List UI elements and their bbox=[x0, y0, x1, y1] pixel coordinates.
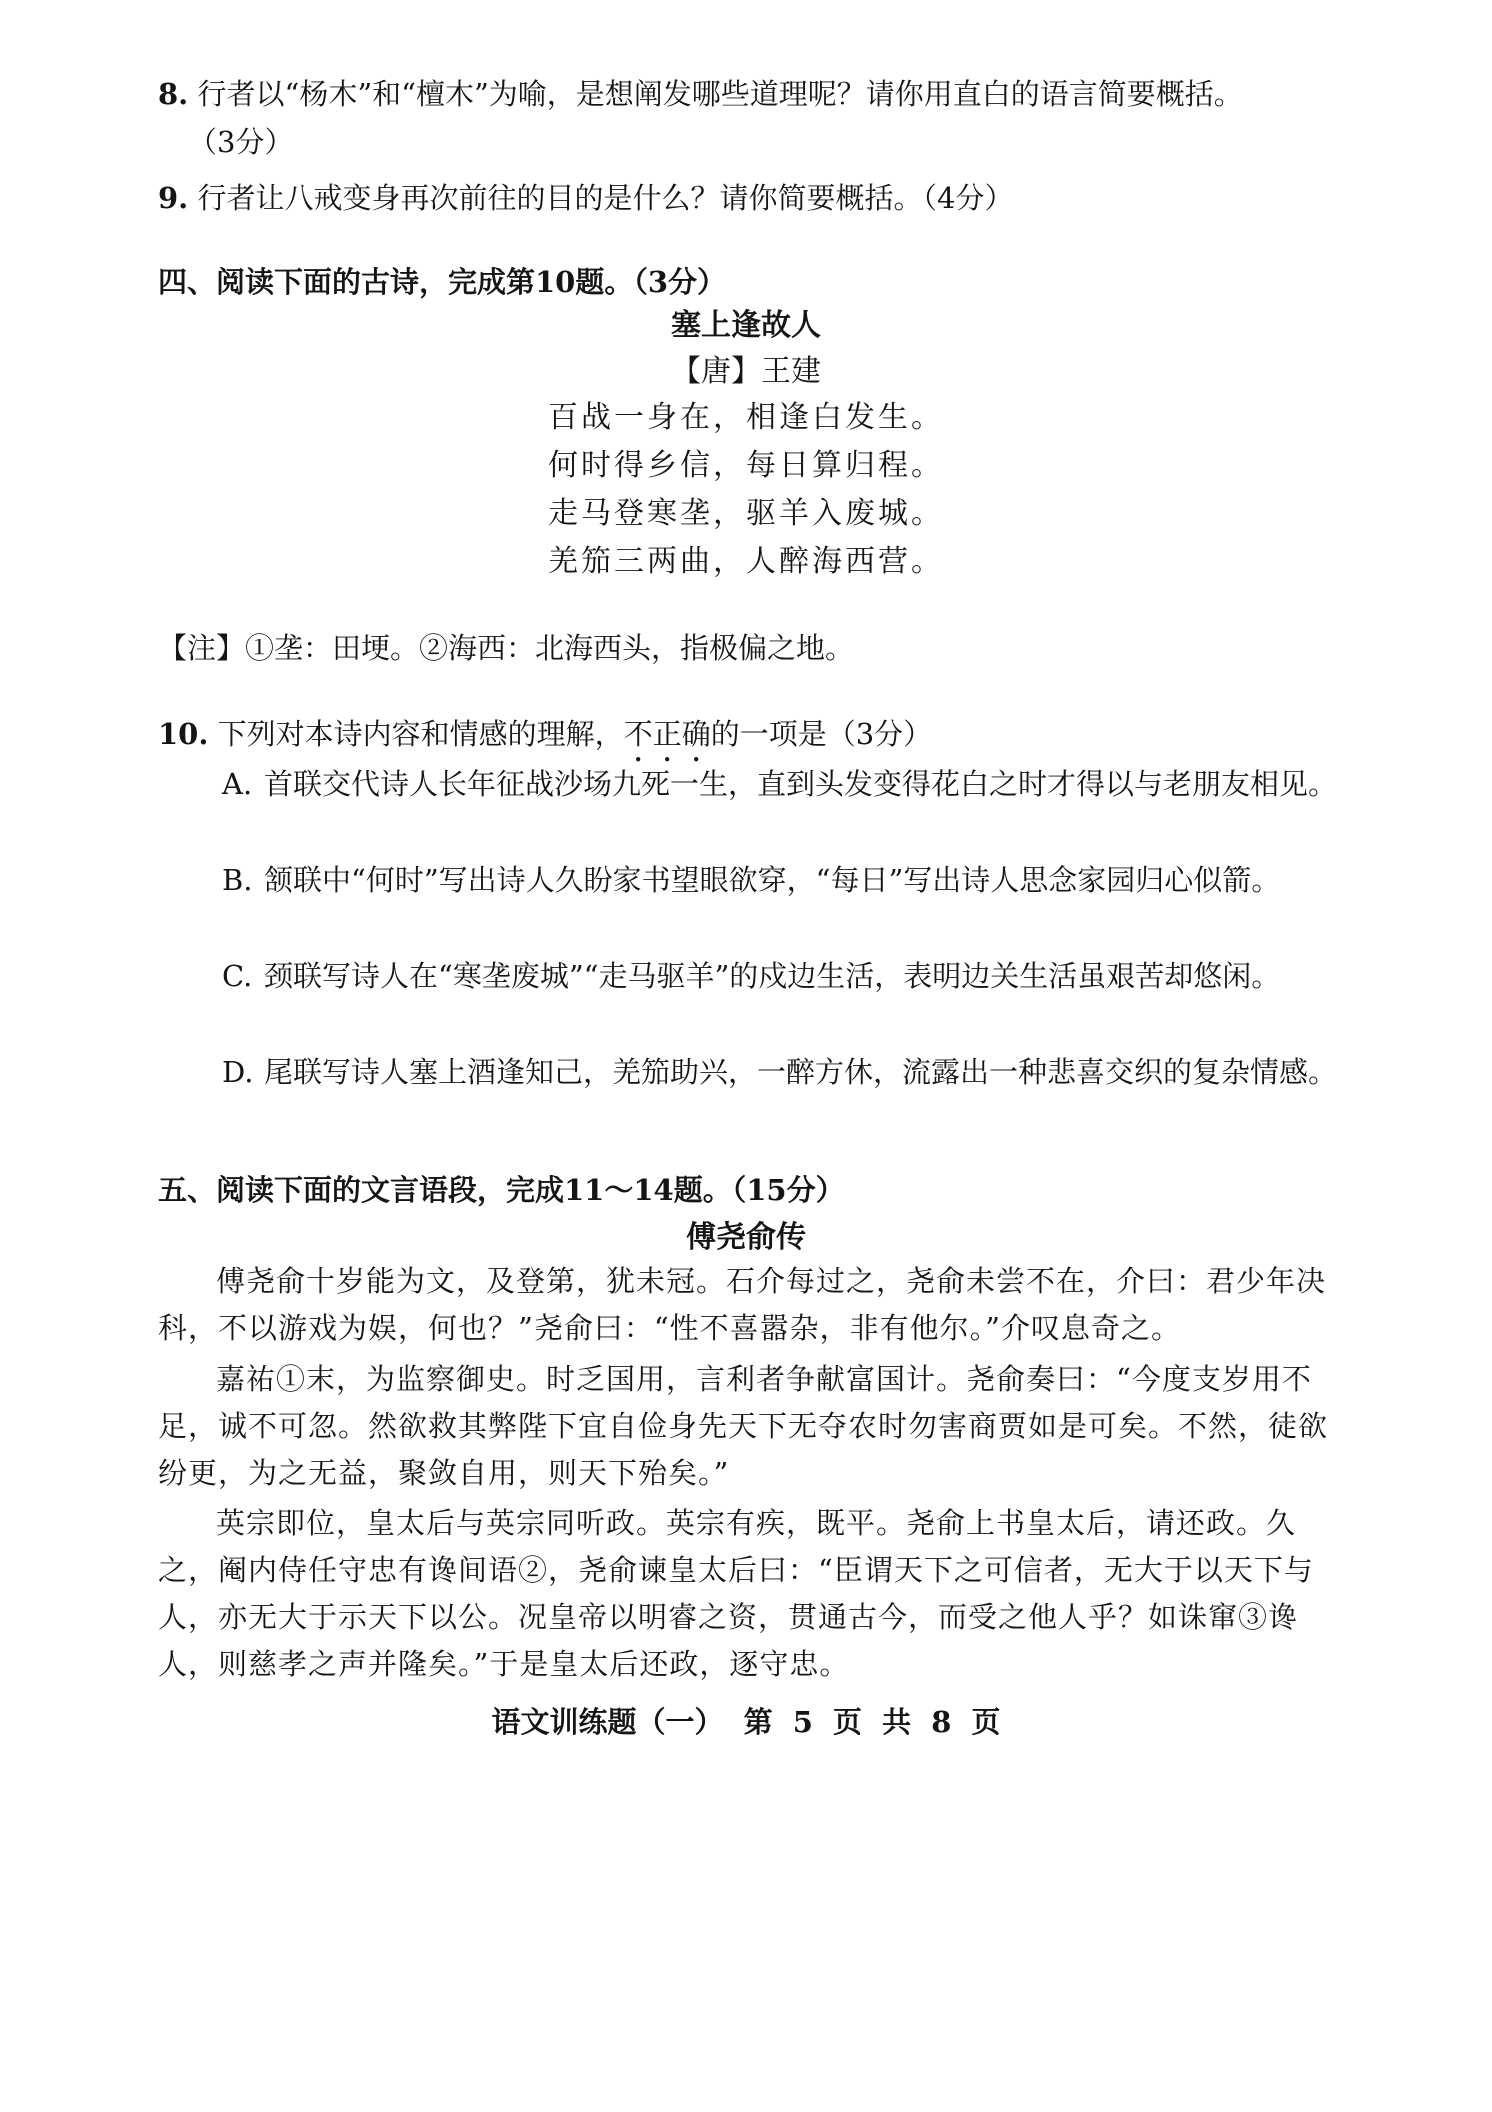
option-text: 首联交代诗人长年征战沙场九死一生，直到头发变得花白之时才得以与老朋友相见。 bbox=[264, 767, 1338, 801]
question-9-text: 行者让八戒变身再次前往的目的是什么？请你简要概括。（4分） bbox=[197, 181, 1014, 215]
passage-paragraph: 傅尧俞十岁能为文，及登第，犹未冠。石介每过之，尧俞未尝不在，介曰：君少年决科，不以游戏为娱，何也？”尧俞曰：“性不喜嚣杂，非有他尔。”介叹息奇之。 bbox=[158, 1264, 1327, 1345]
option-label: B. bbox=[222, 863, 253, 897]
option-text: 尾联写诗人塞上酒逢知己，羌笳助兴，一醉方休，流露出一种悲喜交织的复杂情感。 bbox=[264, 1055, 1338, 1089]
option-text: 颔联中“何时”写出诗人久盼家书望眼欲穿，“每日”写出诗人思念家园归心似箭。 bbox=[264, 863, 1281, 897]
poem-title: 塞上逢故人 bbox=[671, 308, 821, 343]
question-10-emphasis: 不正确 bbox=[623, 717, 711, 751]
question-10-stem-before: 下列对本诗内容和情感的理解， bbox=[217, 717, 624, 751]
poem-author: 【唐】王建 bbox=[671, 354, 821, 389]
option-label: C. bbox=[222, 959, 253, 993]
section-5-heading: 五、阅读下面的文言语段，完成11～14题。（15分） bbox=[158, 1173, 845, 1207]
option-text: 颈联写诗人在“寒垄废城”“走马驱羊”的戍边生活，表明边关生活虽艰苦却悠闲。 bbox=[264, 959, 1281, 993]
question-8-number: 8. bbox=[158, 77, 189, 111]
option-a bbox=[222, 760, 1342, 808]
poem-line: 羌笳三两曲，人醉海西营。 bbox=[548, 544, 944, 579]
poem-line: 百战一身在，相逢白发生。 bbox=[548, 400, 944, 435]
section-4-heading: 四、阅读下面的古诗，完成第10题。（3分） bbox=[158, 265, 727, 299]
option-d bbox=[222, 1048, 1342, 1096]
poem-note: 【注】①垄：田埂。②海西：北海西头，指极偏之地。 bbox=[158, 631, 855, 665]
question-9-number: 9. bbox=[158, 181, 189, 215]
question-8-text: 行者以“杨木”和“檀木”为喻，是想阐发哪些道理呢？请你用直白的语言简要概括。 bbox=[197, 77, 1243, 111]
passage-paragraph: 嘉祐①末，为监察御史。时乏国用，言利者争献富国计。尧俞奏曰：“今度支岁用不足，诚不可忽。然欲救其弊陛下宜自俭身先天下无夺农时勿害商贾如是可矣。不然，徒欲纷更，为之无益，聚敛自用，则天下殆矣。” bbox=[158, 1362, 1329, 1490]
option-b bbox=[222, 856, 1342, 904]
option-label: D. bbox=[222, 1055, 254, 1089]
question-10-number: 10. bbox=[158, 717, 209, 751]
page-footer: 语文训练题（一） 第 5 页 共 8 页 bbox=[491, 1705, 1001, 1739]
poem-line: 走马登寒垄，驱羊入废城。 bbox=[548, 496, 944, 531]
question-10-stem-after: 的一项是（3分） bbox=[710, 717, 933, 751]
passage-paragraph: 英宗即位，皇太后与英宗同听政。英宗有疾，既平。尧俞上书皇太后，请还政。久之，阉内侍任守忠有谗间语②，尧俞谏皇太后曰：“臣谓天下之可信者，无大于以天下与人，亦无大于示天下以公。况皇帝以明睿之资，贯通古今，而受之他人乎？如诛窜③谗人，则慈孝之声并隆矣。”于是皇太后还政，逐守忠。 bbox=[158, 1506, 1314, 1681]
question-8-score: （3分） bbox=[188, 125, 294, 159]
question-8 bbox=[158, 70, 1358, 166]
option-label: A. bbox=[222, 767, 253, 801]
question-9 bbox=[158, 174, 1358, 222]
option-c bbox=[222, 952, 1342, 1000]
passage-title: 傅尧俞传 bbox=[686, 1220, 806, 1255]
poem-line: 何时得乡信，每日算归程。 bbox=[548, 448, 944, 483]
